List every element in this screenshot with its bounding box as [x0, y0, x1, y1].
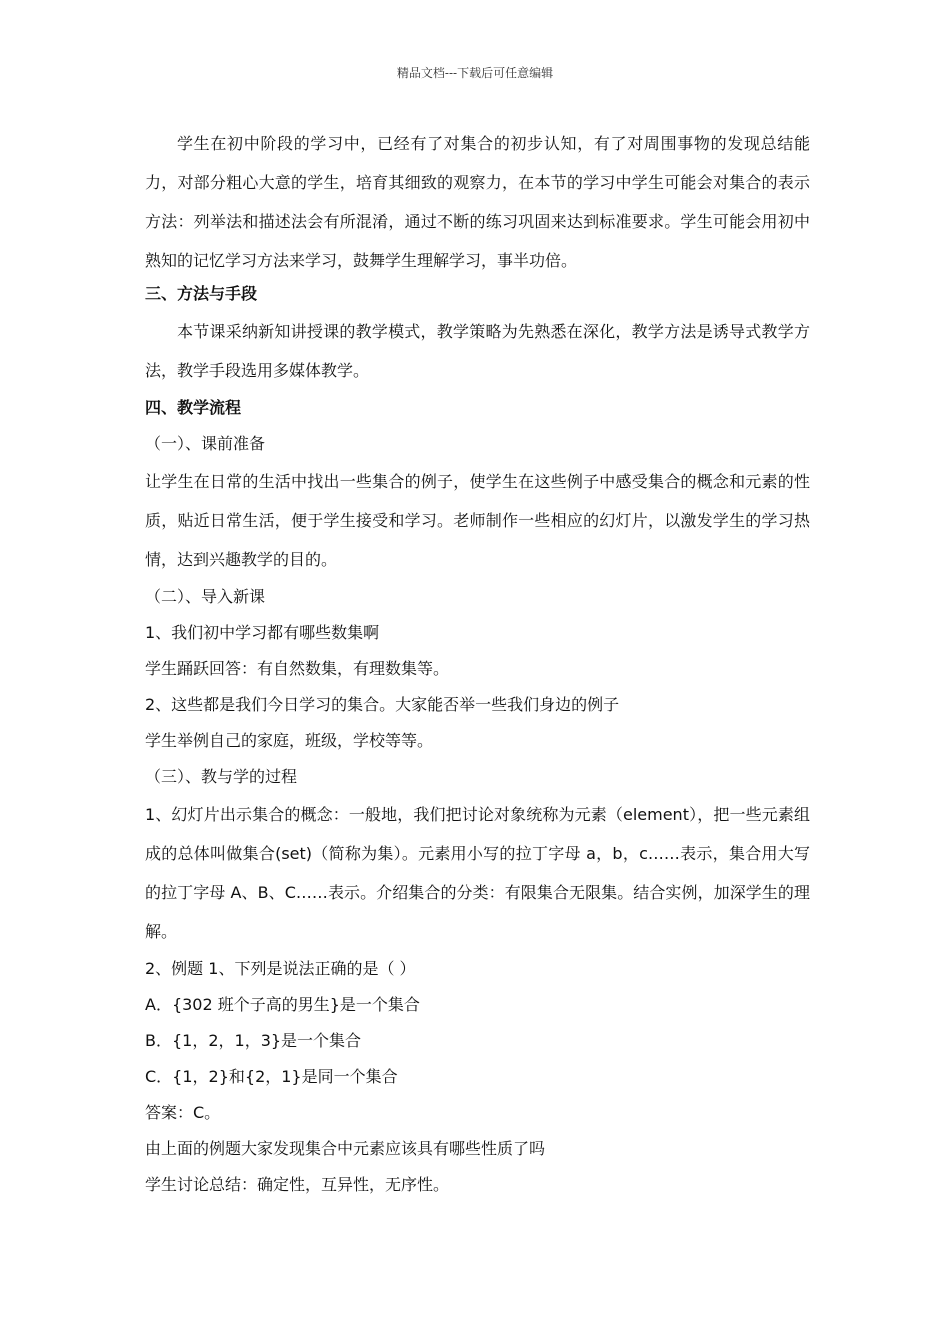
option-c: C．{1，2}和{2，1}是同一个集合: [145, 1067, 398, 1086]
heading-teaching-process: 四、教学流程: [145, 398, 242, 417]
question-1: 1、我们初中学习都有哪些数集啊: [145, 623, 380, 642]
heading-methods: 三、方法与手段: [145, 284, 258, 303]
follow-up-question: 由上面的例题大家发现集合中元素应该具有哪些性质了吗: [145, 1139, 546, 1158]
question-2: 2、这些都是我们今日学习的集合。大家能否举一些我们身边的例子: [145, 695, 620, 714]
paragraph-preparation: 让学生在日常的生活中找出一些集合的例子，使学生在这些例子中感受集合的概念和元素的性质，贴近日常生活，便于学生接受和学习。老师制作一些相应的幻灯片，以激发学生的学习热情，达到兴趣教学的目的。: [145, 472, 810, 569]
example-answer: 答案：C。: [145, 1103, 221, 1122]
subheading-process: （三）、教与学的过程: [145, 767, 298, 786]
example-question: 2、例题 1、下列是说法正确的是（ ）: [145, 959, 416, 978]
paragraph-methods: 本节课采纳新知讲授课的教学模式，教学策略为先熟悉在深化，教学方法是诱导式教学方法，教学手段选用多媒体教学。: [145, 322, 810, 380]
answer-1: 学生踊跃回答：有自然数集，有理数集等。: [145, 659, 450, 678]
paragraph-student-analysis: 学生在初中阶段的学习中，已经有了对集合的初步认知，有了对周围事物的发现总结能力，对部分粗心大意的学生，培育其细致的观察力，在本节的学习中学生可能会对集合的表示方法：列举法和描述法会有所混淆，通过不断的练习巩固来达到标准要求。学生可能会用初中熟知的记忆学习方法来学习，鼓舞学生理解学习，事半功倍。: [145, 134, 810, 270]
page-header: 精品文档---下载后可任意编辑: [396, 66, 554, 80]
option-a: A．{302 班个子高的男生}是一个集合: [145, 995, 420, 1014]
answer-2: 学生举例自己的家庭，班级，学校等等。: [145, 731, 434, 750]
option-b: B．{1，2，1，3}是一个集合: [145, 1031, 362, 1050]
paragraph-set-concept: 1、幻灯片出示集合的概念：一般地，我们把讨论对象统称为元素（element），把一些元素组成的总体叫做集合(set)（简称为集）。元素用小写的拉丁字母 a，b，c……表示，集合用大写的拉丁字母 A、B、C……表示。介绍集合的分类：有限集合无限集。结合实例，加深学生的理解。: [145, 805, 810, 941]
document-body: [145, 124, 810, 1203]
subheading-introduction: （二）、导入新课: [145, 587, 266, 606]
subheading-preparation: （一）、课前准备: [145, 434, 266, 453]
discussion-summary: 学生讨论总结：确定性，互异性，无序性。: [145, 1175, 450, 1194]
